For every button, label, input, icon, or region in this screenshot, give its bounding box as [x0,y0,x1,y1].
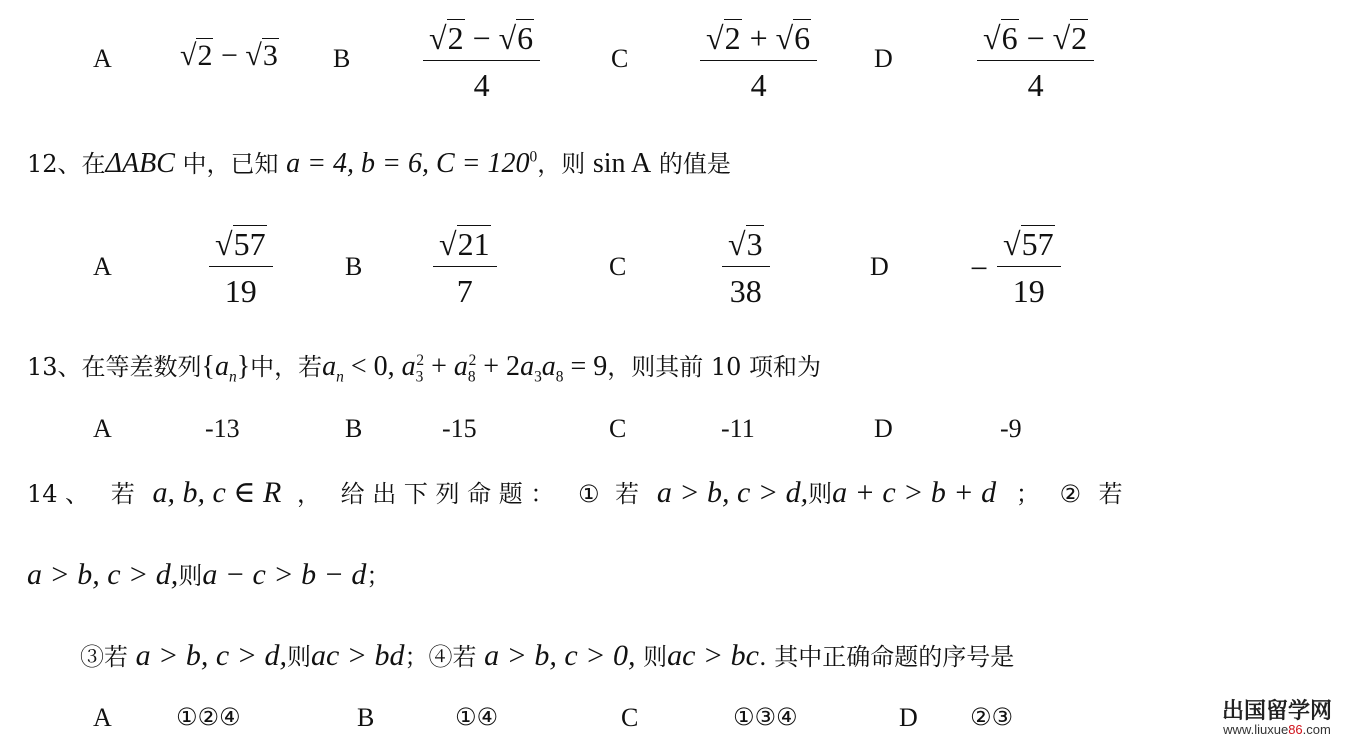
q14-option-c-value: ①③④ [733,703,798,731]
q11-option-c-letter: C [611,44,629,73]
q13-option-c-letter: C [609,414,627,443]
watermark-url: www.liuxue86.com [1223,722,1331,738]
q11-option-a-value: √2 − √3 [180,39,278,72]
q14-option-b-letter: B [357,703,375,732]
q11-option-d-letter: D [874,44,893,73]
q12-option-d-sign: − [970,250,989,286]
q12-option-a-letter: A [93,252,112,281]
q13-option-b-letter: B [345,414,363,443]
q14-option-b-value: ①④ [455,703,499,731]
q13-option-b-value: -15 [442,414,477,443]
q11-option-d-fraction: $\frac{√6 - √2}{4}$ [977,22,1094,101]
q14-line2: a > b, c > d,则a − c > b − d； [27,558,391,591]
q11-option-b-letter: B [333,44,351,73]
watermark-title: 出国留学网 [1221,699,1332,725]
q13-option-d-letter: D [874,414,893,443]
q11-option-c-fraction: $\frac{√2 + √6}{4}$ [700,22,817,101]
q14-line1: 14 、 若 a, b, c ∈ R ， 给 出 下 列 命 题 ： ① 若 a > b, c > d,则a + c > b + d ； ② 若 [27,476,1123,509]
q12-option-a-fraction: $\frac{√57}{19}$ [209,228,273,307]
q12-option-c-letter: C [609,252,627,281]
q14-option-d-letter: D [899,703,918,732]
q13-stem: 13、在等差数列$\{a_n\}$中，若$a_n < 0$, $a_3^2 + a_8^2 + 2a_3a_8 = 9$，则其前 10 项和为 [27,351,822,386]
q14-option-a-value: ①②④ [176,703,241,731]
q14-line3: ③若 a > b, c > d,则ac > bd；④若 a > b, c > 0, 则ac > bc. 其中正确命题的序号是 [80,639,1015,672]
q11-option-b-fraction: $\frac{√2 - √6}{4}$ [423,22,540,101]
q12-stem: 12、在ΔABC 中，已知 a = 4, b = 6, $C = 120^0$，则 sin A 的值是 [27,148,731,179]
q11-option-a-letter: A [93,44,112,73]
site-watermark [1222,700,1332,737]
q14-option-a-letter: A [93,703,112,732]
q12-option-b-fraction: $\frac{√21}{7}$ [433,228,497,307]
q12-option-c-fraction: $\frac{√3}{38}$ [722,228,770,307]
q12-option-d-fraction: $\frac{√57}{19}$ [997,228,1061,307]
q13-option-a-value: -13 [205,414,240,443]
q13-option-a-letter: A [93,414,112,443]
q12-option-d-letter: D [870,252,889,281]
q12-option-b-letter: B [345,252,363,281]
q13-option-d-value: -9 [1000,414,1022,443]
q14-option-c-letter: C [621,703,639,732]
q13-option-c-value: -11 [721,414,755,443]
q14-option-d-value: ②③ [970,703,1014,731]
